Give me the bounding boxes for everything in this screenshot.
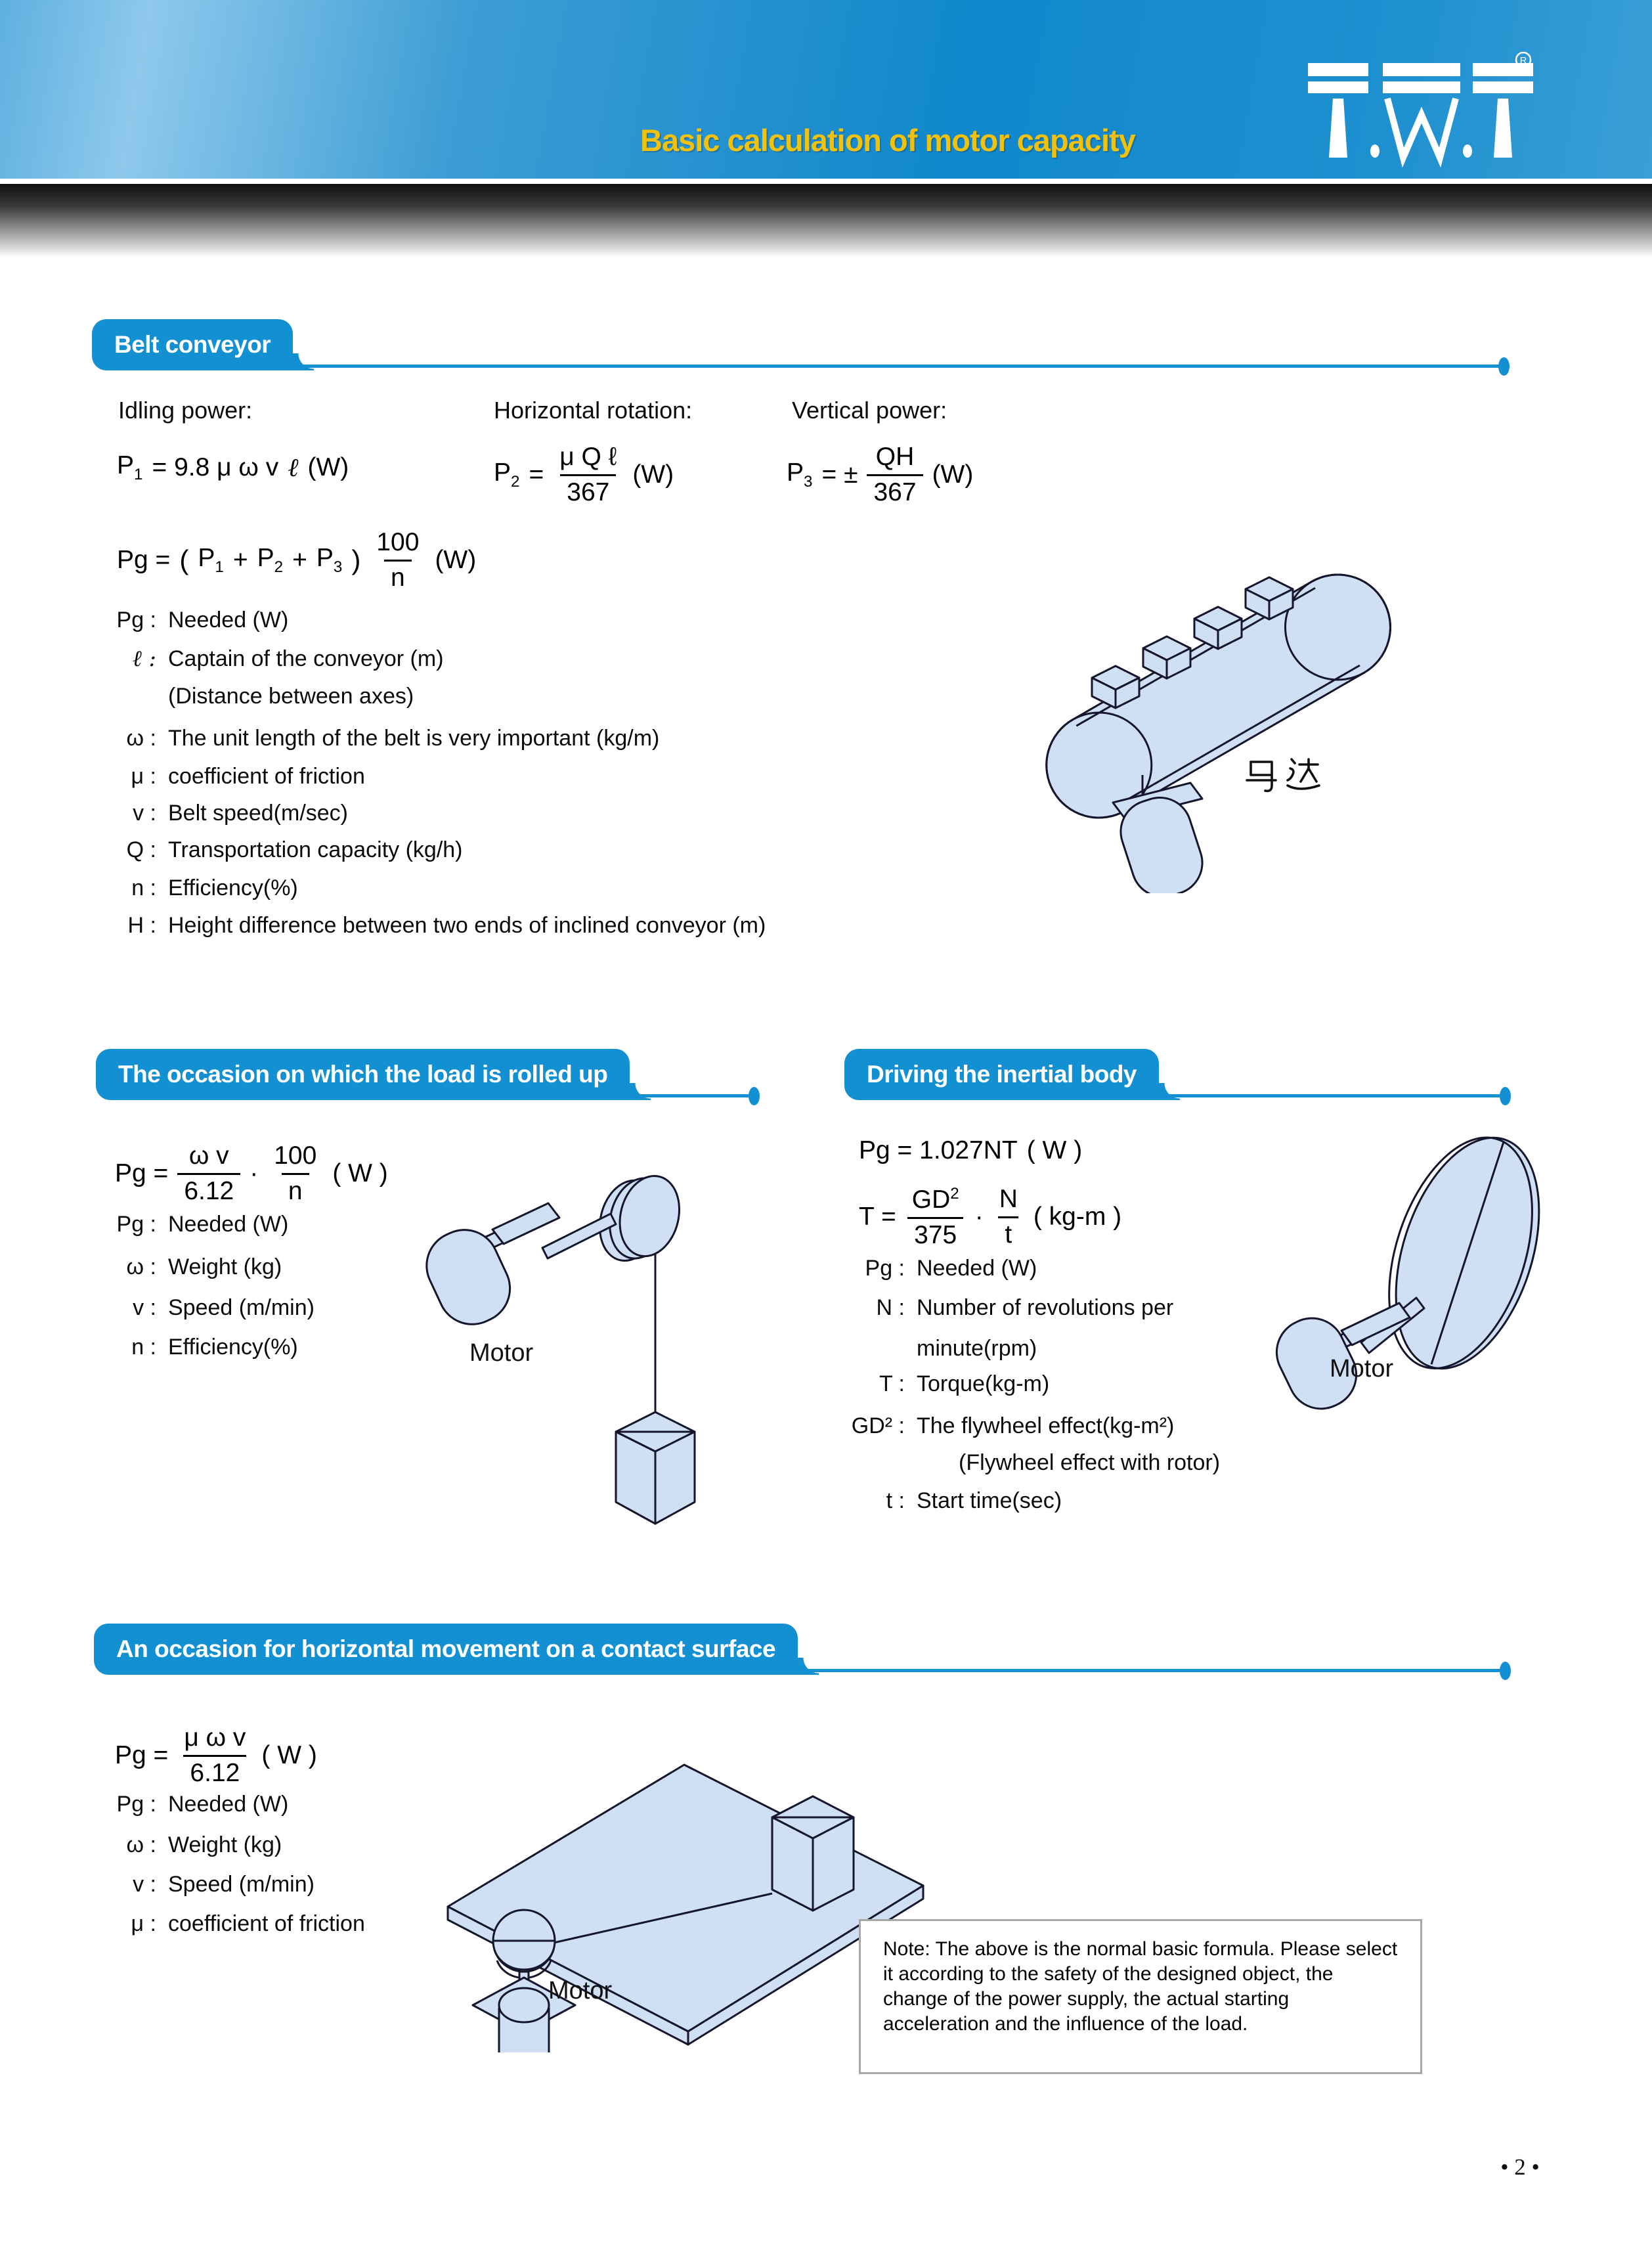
formula-term: $GD^2$ xyxy=(911,1184,959,1214)
formula-term: $P_2$ xyxy=(494,458,520,491)
definition-row: ω : The unit length of the belt is very important (kg/m) xyxy=(126,726,660,751)
inertial-power-formula xyxy=(859,1131,1082,1170)
formula-term: ( xyxy=(179,544,189,575)
vertical-power-label: Vertical power: xyxy=(792,397,947,424)
formula-term: ) xyxy=(351,544,361,575)
svg-text:R: R xyxy=(1519,55,1527,66)
inertial-section-rule-dot xyxy=(1500,1087,1511,1105)
definition-row: n : Efficiency(%) xyxy=(131,1335,298,1360)
note-box: Note: The above is the normal basic formula. Please select it according to the safety of the designed object, the change of the power supply, the actual starting acceleration and the influence of the load. xyxy=(859,1919,1422,2074)
fraction: $\frac{QH}{367}$ xyxy=(867,443,923,508)
formula-lhs: Pg = 1.027NT xyxy=(859,1136,1018,1164)
rolled-section-rule-dot xyxy=(749,1087,760,1105)
fraction: $\frac{\text{ω v}}{6.12}$ xyxy=(177,1141,240,1206)
definition-row: n : Efficiency(%) xyxy=(131,875,298,900)
formula-lhs: Pg = xyxy=(117,546,171,574)
vertical-power-formula xyxy=(787,426,973,524)
definition-row: ℓ : Captain of the conveyor (m) xyxy=(132,646,444,672)
equals-sign: = xyxy=(529,460,544,489)
fraction: $\frac{\text{μ ω v}}{6.12}$ xyxy=(184,1723,246,1787)
registered-icon xyxy=(1516,53,1531,67)
tab-belt-conveyor: Belt conveyor xyxy=(92,319,293,370)
definition-row: ω : Weight (kg) xyxy=(126,1254,282,1279)
formula-term: $P_2$ xyxy=(257,544,284,576)
definition-row: v : Speed (m/min) xyxy=(133,1872,315,1897)
torque-formula xyxy=(859,1168,1121,1266)
definition-row: t : Start time(sec) xyxy=(886,1488,1062,1513)
needed-power-formula xyxy=(117,511,476,609)
horizontal-movement-formula xyxy=(115,1706,317,1805)
formula-unit: ( W ) xyxy=(261,1741,317,1769)
motor-label-cn xyxy=(1247,759,1319,791)
definition-row: Pg : Needed (W) xyxy=(116,608,289,632)
idling-power-formula xyxy=(117,448,349,487)
formula-unit: (W) xyxy=(932,460,974,489)
formula-unit: ( kg-m ) xyxy=(1033,1203,1122,1231)
formula-term: $P_1$ xyxy=(198,544,224,576)
header-band xyxy=(0,0,1652,179)
hoist-illustration xyxy=(414,1124,781,1564)
definition-row: T : Torque(kg-m) xyxy=(879,1371,1050,1396)
definition-row: (Flywheel effect with rotor) xyxy=(959,1450,1221,1475)
formula-unit: (W) xyxy=(632,460,674,489)
tab-horizontal-movement: An occasion for horizontal movement on a contact surface xyxy=(94,1624,798,1675)
definition-row: ω : Weight (kg) xyxy=(126,1832,282,1857)
definition-row: v : Speed (m/min) xyxy=(133,1295,315,1320)
definition-row: Pg : Needed (W) xyxy=(865,1256,1037,1281)
page-title: Basic calculation of motor capacity xyxy=(640,123,1135,158)
fraction: $\frac{N}{t}$ xyxy=(999,1184,1018,1249)
header-shadow-divider xyxy=(0,184,1652,257)
belt-section-rule xyxy=(197,365,1504,368)
formula-term: $P_3$ xyxy=(787,458,813,491)
multiply-dot: · xyxy=(250,1159,259,1187)
formula-lhs: Pg = xyxy=(115,1159,169,1187)
belt-conveyor-illustration xyxy=(1014,499,1592,893)
formula-unit: ( W ) xyxy=(1026,1136,1083,1164)
definition-row: μ : coefficient of friction xyxy=(131,764,365,789)
rolled-up-formula xyxy=(115,1124,388,1223)
definition-row: Pg : Needed (W) xyxy=(116,1212,289,1237)
tab-driving-inertial-body: Driving the inertial body xyxy=(844,1049,1159,1100)
formula-unit: ( W ) xyxy=(332,1159,388,1187)
equals-sign: = ± xyxy=(821,460,858,489)
horizontal-section-rule-dot xyxy=(1500,1662,1511,1680)
fraction: $\frac{GD^2}{375}$ xyxy=(905,1184,966,1251)
formula-lhs: Pg = xyxy=(115,1741,169,1769)
belt-section-rule-dot xyxy=(1498,357,1510,376)
definition-row: H : Height difference between two ends of inclined conveyor (m) xyxy=(127,913,766,938)
motor-label: Motor xyxy=(469,1339,534,1367)
definition-row: (Distance between axes) xyxy=(168,684,414,709)
definition-row: GD² : The flywheel effect(kg-m²) xyxy=(851,1413,1175,1438)
definition-row: N : Number of revolutions per xyxy=(876,1295,1174,1320)
definition-row: Pg : Needed (W) xyxy=(116,1792,289,1817)
plus-sign: + xyxy=(292,546,307,574)
fraction: $\frac{100}{n}$ xyxy=(376,527,420,592)
multiply-dot: · xyxy=(974,1203,984,1231)
definition-row: minute(rpm) xyxy=(917,1336,1037,1361)
formula-body: = 9.8 μ ω v xyxy=(152,453,279,481)
idling-power-label: Idling power: xyxy=(118,397,253,424)
tab-load-rolled-up: The occasion on which the load is rolled up xyxy=(96,1049,630,1100)
formula-unit: (W) xyxy=(435,546,477,574)
fraction: $\frac{100}{n}$ xyxy=(274,1141,317,1205)
formula-term: $P_3$ xyxy=(316,544,343,576)
horizontal-rotation-label: Horizontal rotation: xyxy=(494,397,693,424)
definition-row: v : Belt speed(m/sec) xyxy=(133,801,348,826)
formula-term: $P_1$ xyxy=(117,451,143,483)
motor-label: Motor xyxy=(1330,1355,1394,1383)
flywheel-illustration xyxy=(1205,1135,1586,1447)
page-number: • 2 • xyxy=(1500,2154,1540,2180)
plus-sign: + xyxy=(232,546,248,574)
motor-label: Motor xyxy=(548,1977,613,2004)
formula-ell: ℓ xyxy=(288,453,299,483)
brand-logo xyxy=(1307,51,1533,168)
formula-unit: (W) xyxy=(307,453,349,481)
fraction: $\frac{\text{μ Q ℓ}}{367}$ xyxy=(559,442,617,506)
definition-row: μ : coefficient of friction xyxy=(131,1911,365,1936)
definition-row: Q : Transportation capacity (kg/h) xyxy=(126,837,463,862)
horizontal-rotation-formula xyxy=(494,426,674,524)
formula-lhs: T = xyxy=(859,1203,896,1231)
